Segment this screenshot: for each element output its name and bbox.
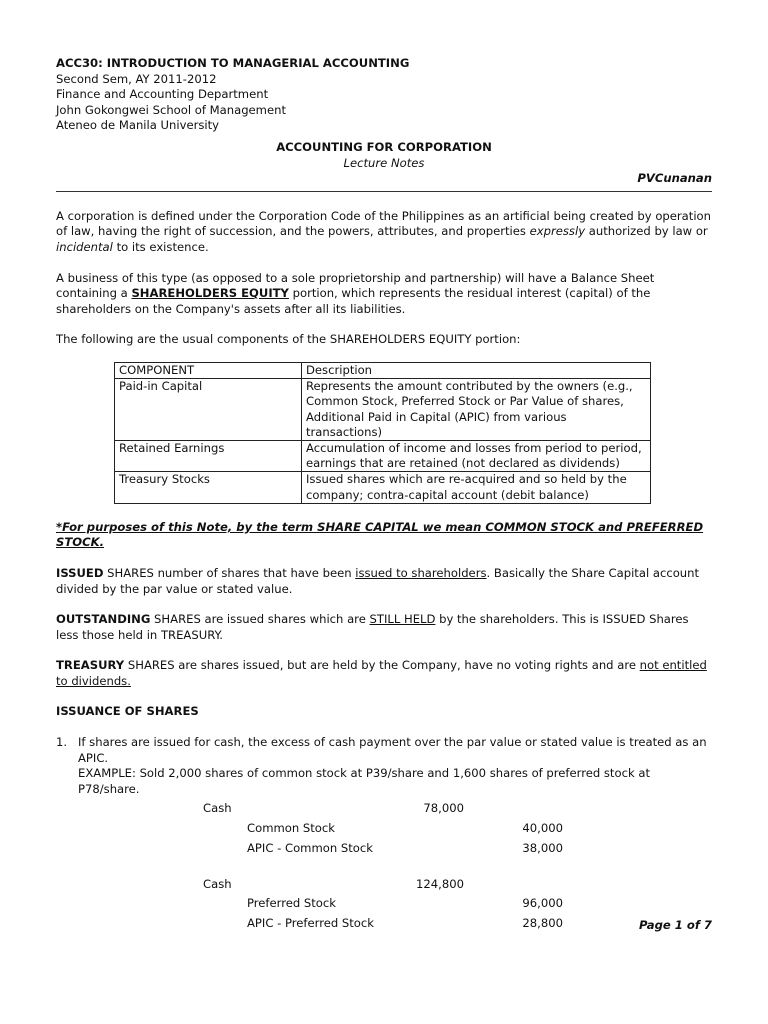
header-divider [56, 191, 712, 192]
document-title: ACCOUNTING FOR CORPORATION [276, 139, 492, 154]
journal-credit-amount: 28,800 [522, 916, 563, 931]
journal-credit-amount: 96,000 [522, 896, 563, 911]
text-run: SHARES are shares issued, but are held by the Company, have no voting rights and are [124, 658, 640, 673]
term-issued: ISSUED [56, 565, 104, 580]
example-text: EXAMPLE: Sold 2,000 shares of common stock at P39/share and 1,600 shares of preferred stock at P78/share. [78, 766, 650, 796]
table-header-row [115, 362, 651, 378]
table-cell: Issued shares which are re-acquired and so held by the company; contra-capital account (debit balance) [302, 472, 651, 503]
table-row [115, 379, 651, 441]
journal-debit-account: Cash [203, 877, 232, 892]
journal-credit-amount: 40,000 [522, 821, 563, 836]
course-title: ACC30: INTRODUCTION TO MANAGERIAL ACCOUNTING [56, 56, 410, 70]
table-header-cell: Description [302, 362, 651, 378]
journal-credit-account: Common Stock [247, 821, 335, 836]
table-cell: Represents the amount contributed by the owners (e.g., Common Stock, Preferred Stock or Par Value of shares, Additional Paid in Capital (APIC) from various transactions) [302, 379, 651, 441]
definition-treasury [56, 658, 712, 689]
intro-paragraph-2 [56, 271, 712, 318]
section-title-issuance: ISSUANCE OF SHARES [56, 704, 199, 719]
definition-issued [56, 566, 712, 597]
document-subtitle: Lecture Notes [343, 155, 425, 170]
underlined-text: not entitled to dividends. [56, 658, 707, 688]
text-run: by the shareholders. This is ISSUED Shares less those held in TREASURY. [56, 612, 689, 642]
table-row [115, 440, 651, 471]
emphasis-incidental: incidental [56, 239, 113, 254]
journal-credit-amount: 38,000 [522, 841, 563, 856]
term-shareholders-equity: SHAREHOLDERS EQUITY [131, 286, 289, 301]
text-run: SHARES are issued shares which are [150, 612, 370, 627]
equity-components-table [114, 362, 651, 504]
journal-credit-account: APIC - Common Stock [247, 841, 373, 856]
journal-debit-amount: 124,800 [416, 877, 464, 892]
journal-credit-account: APIC - Preferred Stock [247, 916, 374, 931]
text-run: authorized by law or [585, 224, 708, 239]
text-run: portion, which represents the residual interest (capital) of the shareholders on the Company's assets after all its liabilities. [56, 286, 651, 316]
text-run: to its existence. [112, 239, 209, 254]
table-cell: Accumulation of income and losses from period to period, earnings that are retained (not declared as dividends) [302, 440, 651, 471]
table-cell: Retained Earnings [115, 440, 302, 471]
underlined-text: issued to shareholders [355, 565, 487, 580]
journal-debit-account: Cash [203, 801, 232, 816]
page-number: Page 1 of 7 [639, 918, 712, 932]
text-run: A business of this type (as opposed to a sole proprietorship and partnership) will have a Balance Sheet containing a [56, 270, 655, 301]
table-header-cell: COMPONENT [115, 362, 302, 378]
university: Ateneo de Manila University [56, 118, 220, 133]
document-page [56, 56, 712, 989]
term-treasury: TREASURY [56, 658, 125, 673]
emphasis-expressly: expressly [529, 224, 586, 239]
list-body [78, 735, 712, 989]
table-row [115, 472, 651, 503]
text-run: . Basically the Share Capital account divided by the par value or stated value. [56, 565, 700, 596]
journal-credit-account: Preferred Stock [247, 896, 336, 911]
share-capital-note: *For purposes of this Note, by the term SHARE CAPITAL we mean COMMON STOCK and PREFERRED STOCK. [56, 519, 704, 550]
text-run: A corporation is defined under the Corporation Code of the Philippines as an artificial being created by operation of law, having the right of succession, and the powers, attributes, and properties [56, 208, 711, 239]
semester: Second Sem, AY 2011-2012 [56, 71, 217, 86]
table-cell: Paid-in Capital [115, 379, 302, 441]
term-outstanding: OUTSTANDING [56, 612, 151, 627]
list-item [56, 735, 712, 989]
list-number: 1. [56, 735, 68, 750]
table-cell: Treasury Stocks [115, 472, 302, 503]
document-header [56, 56, 712, 134]
list-text: If shares are issued for cash, the excess of cash payment over the par value or stated value is treated as an APIC. [78, 735, 707, 765]
underlined-text: STILL HELD [369, 612, 436, 627]
school: John Gokongwei School of Management [56, 102, 287, 117]
definition-outstanding [56, 612, 712, 643]
journal-debit-amount: 78,000 [423, 801, 464, 816]
journal-entries [78, 799, 712, 989]
text-run: SHARES number of shares that have been [103, 565, 356, 580]
intro-paragraph-3: The following are the usual components of the SHAREHOLDERS EQUITY portion: [56, 332, 521, 347]
intro-paragraph-1 [56, 209, 712, 256]
author: PVCunanan [637, 171, 712, 186]
department: Finance and Accounting Department [56, 87, 269, 102]
